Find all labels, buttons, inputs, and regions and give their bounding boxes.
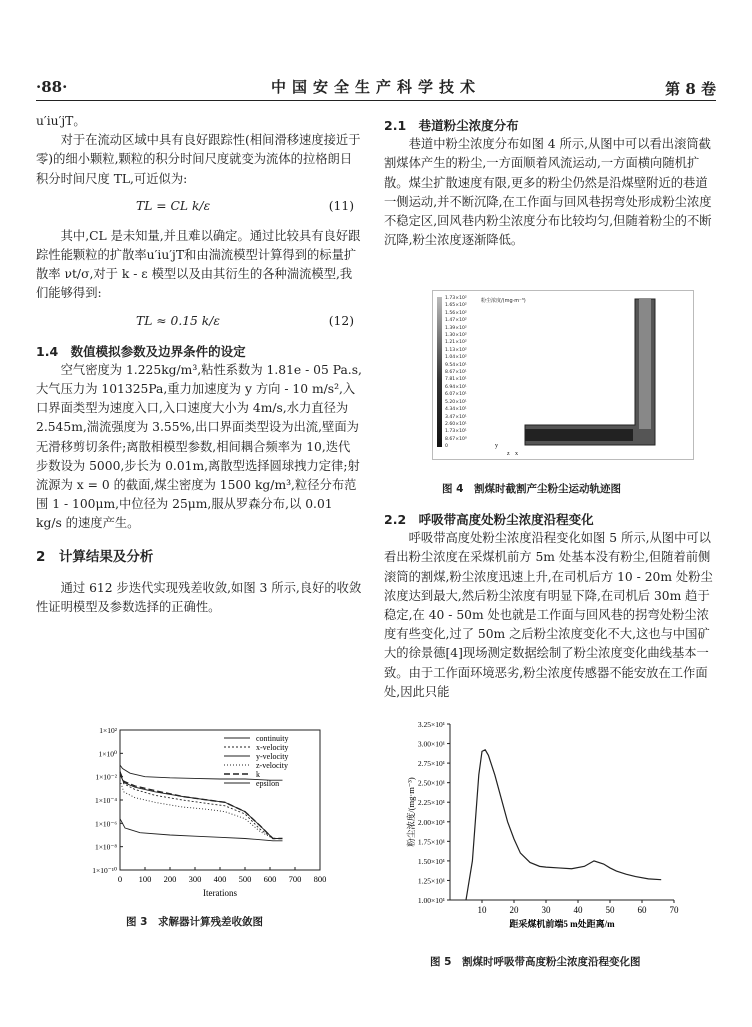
legend-label: continuity xyxy=(256,734,289,743)
right-column xyxy=(384,116,716,250)
legend-label: k xyxy=(256,770,260,779)
x-axis-label: 距采煤机前端5 m处距离/m xyxy=(509,919,615,929)
x-tick-label: 30 xyxy=(541,905,551,915)
legend-level-label: 9.54×10¹ xyxy=(445,362,467,368)
series-line-epsilon xyxy=(120,819,283,841)
legend-label: z-velocity xyxy=(256,761,288,770)
legend-level-label: 2.60×10¹ xyxy=(445,421,467,427)
legend-level-label: 6.07×10¹ xyxy=(445,392,467,398)
paragraph: 空气密度为 1.225kg/m³,粘性系数为 1.81e - 05 Pa.s,大气压力为 101325Pa,重力加速度为 y 方向 - 10 m/s²,入口界面类型为速度入口,入口速度大小为 4m/s,水力直径为 2.545m,湍流强度为 3.55%,出口界面类型设为出流,壁面为无滑移剪切条件;离散相模型参数,相间耦合频率为 10,迭代步数设为 5000,步长为 0.01m,离散型选择圆球拽力定律;射流源为 x = 0 的截面,煤尘密度为 1500 kg/m³,粒径分布范围 1 - 100μm,中位径为 25μm,服从罗森分布,以 0.01 kg/s 的速度产生。 xyxy=(36,362,362,531)
x-tick-label: 20 xyxy=(509,905,519,915)
right-column-lower xyxy=(384,510,716,702)
paragraph: 通过 612 步迭代实现残差收敛,如图 3 所示,良好的收敛性证明模型及参数选择的正确性。 xyxy=(36,580,362,615)
legend-level-label: 0 xyxy=(445,444,448,450)
contour-legend-title: 粉尘浓度/(mg·m⁻³) xyxy=(481,298,526,304)
y-axis-label: 粉尘浓度/(mg·m⁻³) xyxy=(406,777,416,847)
figure-4-caption: 图 4 割煤时截割产尘粉尘运动轨迹图 xyxy=(442,483,621,495)
x-tick-label: 700 xyxy=(288,874,302,884)
paragraph: 其中,CL 是未知量,并且难以确定。通过比较具有良好跟踪性能颗粒的扩散率u′iu′jT和由湍流模型计算得到的标量扩散率 νt/σ,对于 k - ε 模型以及由其衍生的各种湍流模型,我们能够得到: xyxy=(36,228,361,301)
y-tick-label: 1.00×10¹ xyxy=(417,896,445,905)
svg-text:y: y xyxy=(495,443,498,449)
continued-text: u′iu′jT。 xyxy=(36,114,86,128)
x-tick-label: 400 xyxy=(213,874,227,884)
legend-level-label: 8.67×10⁰ xyxy=(445,436,467,442)
x-tick-label: 100 xyxy=(138,874,152,884)
y-tick-label: 1×10⁻¹⁰ xyxy=(92,866,117,875)
legend-level-label: 8.67×10¹ xyxy=(445,370,467,376)
y-tick-label: 1×10⁻² xyxy=(95,772,117,782)
y-tick-label: 2.25×10¹ xyxy=(417,798,445,808)
legend-level-label: 4.34×10¹ xyxy=(445,407,467,413)
x-tick-label: 0 xyxy=(117,874,123,884)
legend-level-label: 1.73×10² xyxy=(445,296,467,301)
y-tick-label: 1.75×10¹ xyxy=(417,837,445,847)
section-heading: 1.4 数值模拟参数及边界条件的设定 xyxy=(36,343,246,359)
figure-3-caption: 图 3 求解器计算残差收敛图 xyxy=(126,916,263,928)
x-axis-label: Iterations xyxy=(203,888,237,898)
x-tick-label: 500 xyxy=(238,874,252,884)
x-tick-label: 50 xyxy=(605,905,615,915)
y-tick-label: 2.00×10¹ xyxy=(417,817,445,827)
header-rule xyxy=(36,100,716,101)
equation-body: TL ≈ 0.15 k/ε xyxy=(136,313,220,328)
equation-body: TL = CL k/ε xyxy=(136,198,211,213)
svg-text:x: x xyxy=(515,451,518,457)
page-number: ·88· xyxy=(36,78,68,96)
legend-level-label: 3.47×10¹ xyxy=(445,414,467,420)
y-tick-label: 1×10⁻⁴ xyxy=(94,796,117,805)
paragraph: 巷道中粉尘浓度分布如图 4 所示,从图中可以看出滚筒截割煤体产生的粉尘,一方面顺着风流运动,一方面横向随机扩散。煤尘扩散速度有限,更多的粉尘仍然是沿煤壁附近的巷道一侧运动,并不断沉降,在工作面与回风巷拐弯处形成粉尘浓度不稳定区,回风巷内粉尘浓度分布比较均匀,但随着粉尘的不断沉降,粉尘浓度逐渐降低。 xyxy=(384,137,712,248)
journal-title: 中国安全生产科学技术 xyxy=(270,78,481,96)
legend-level-label: 1.30×10² xyxy=(445,333,467,339)
legend-level-label: 6.94×10¹ xyxy=(445,384,467,390)
equation-11 xyxy=(36,189,362,227)
x-tick-label: 800 xyxy=(313,874,327,884)
x-tick-label: 600 xyxy=(263,874,277,884)
legend-label: epsilon xyxy=(256,779,280,788)
paragraph: 呼吸带高度处粉尘浓度沿程变化如图 5 所示,从图中可以看出粉尘浓度在采煤机前方 5m 处基本没有粉尘,但随着前侧滚筒的割煤,粉尘浓度迅速上升,在司机后方 10 - 20m 处粉尘浓度达到最大,然后粉尘浓度有明显下降,在司机后 30m 趋于稳定,在 40 - 50m 处也就是工作面与回风巷的拐弯处粉尘浓度有些变化,过了 50m 之后粉尘浓度变化不大,这也与中国矿大的徐景德[4]现场测定数据绘制了粉尘浓度变化曲线基本一致。由于工作面环境恶劣,粉尘浓度传感器不能安放在工作面处,因此只能 xyxy=(384,531,713,699)
x-tick-label: 200 xyxy=(163,874,177,884)
x-tick-label: 10 xyxy=(477,905,487,915)
legend-level-label: 1.65×10² xyxy=(445,303,467,309)
figure-3-residual-chart xyxy=(76,722,348,904)
left-column xyxy=(36,112,362,617)
section-heading: 2.2 呼吸带高度处粉尘浓度沿程变化 xyxy=(384,512,594,527)
legend-level-label: 1.39×10² xyxy=(445,325,467,331)
y-tick-label: 2.50×10¹ xyxy=(417,778,445,788)
equation-number: (11) xyxy=(328,198,354,213)
y-tick-label: 1×10⁻⁸ xyxy=(94,842,117,852)
y-tick-label: 1×10² xyxy=(99,726,117,735)
section-heading: 2.1 巷道粉尘浓度分布 xyxy=(384,118,519,133)
x-tick-label: 70 xyxy=(669,905,679,915)
y-tick-label: 1.50×10¹ xyxy=(417,856,445,866)
legend-level-label: 7.81×10¹ xyxy=(445,377,467,383)
legend-level-label: 1.47×10² xyxy=(445,318,467,324)
series-line xyxy=(466,750,661,900)
volume-label: 第 8 卷 xyxy=(665,80,716,98)
legend-level-label: 5.20×10¹ xyxy=(445,399,467,405)
figure-5-dust-chart xyxy=(404,716,704,934)
legend-label: y-velocity xyxy=(256,752,289,761)
running-header xyxy=(36,76,716,100)
paragraph: 对于在流动区域中具有良好跟踪性(相间滑移速度接近于零)的细小颗粒,颗粒的积分时间尺度就变为流体的拉格朗日积分时间尺度 TL,可近似为: xyxy=(36,133,361,186)
legend-level-label: 1.13×10² xyxy=(445,347,467,353)
figure-5-caption: 图 5 割煤时呼吸带高度粉尘浓度沿程变化图 xyxy=(430,956,641,968)
y-tick-label: 2.75×10¹ xyxy=(417,759,445,769)
legend-level-label: 1.73×10¹ xyxy=(445,429,467,435)
y-tick-label: 1.25×10¹ xyxy=(417,876,445,886)
legend-level-label: 1.56×10² xyxy=(445,310,467,316)
plot-frame xyxy=(120,730,320,870)
equation-12 xyxy=(36,304,362,342)
section-heading: 2 计算结果及分析 xyxy=(36,548,154,565)
y-tick-label: 1×10⁰ xyxy=(98,749,117,759)
svg-text:z: z xyxy=(507,451,510,457)
legend-level-label: 1.04×10² xyxy=(445,355,467,361)
figure-4-contour xyxy=(432,290,694,460)
x-tick-label: 60 xyxy=(637,905,647,915)
x-tick-label: 300 xyxy=(188,874,202,884)
equation-number: (12) xyxy=(328,313,354,328)
legend-label: x-velocity xyxy=(256,743,289,752)
y-tick-label: 1×10⁻⁶ xyxy=(94,819,117,829)
x-tick-label: 40 xyxy=(573,905,583,915)
y-tick-label: 3.00×10¹ xyxy=(417,739,445,749)
roadway-geometry xyxy=(433,291,693,459)
legend-level-label: 1.21×10² xyxy=(445,340,467,346)
y-tick-label: 3.25×10¹ xyxy=(417,720,445,729)
